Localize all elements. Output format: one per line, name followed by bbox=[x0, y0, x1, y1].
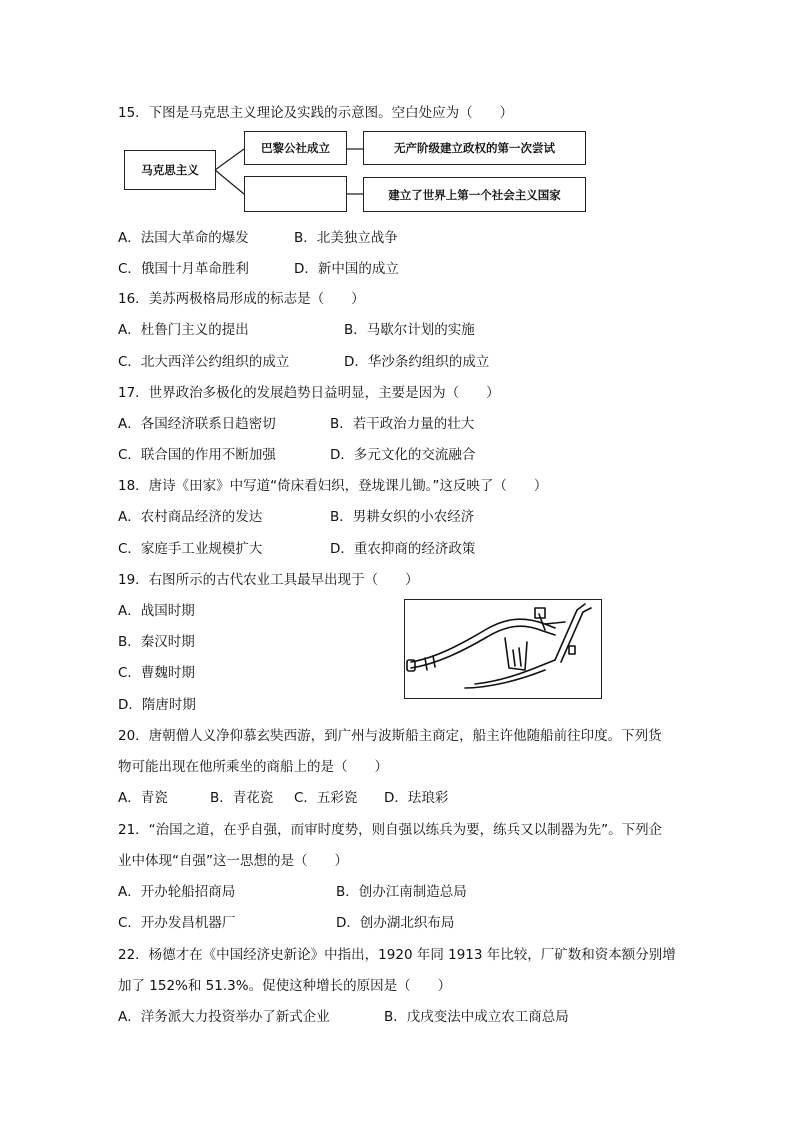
q20-stem-line1: 20．唐朝僧人义净仰慕玄奘西游，到广州与波斯船主商定，船主许他随船前往印度。下列货 bbox=[118, 728, 662, 744]
q15-option-b[interactable]: B．北美独立战争 bbox=[294, 230, 398, 246]
q17-option-b[interactable]: B．若干政治力量的壮大 bbox=[330, 416, 475, 432]
q18-option-d[interactable]: D．重农抑商的经济政策 bbox=[330, 541, 476, 557]
q19-option-a[interactable]: A．战国时期 bbox=[118, 603, 195, 619]
q15-stem: 15．下图是马克思主义理论及实践的示意图。空白处应为（ ） bbox=[118, 105, 514, 121]
curved-shaft-plough-icon bbox=[404, 599, 602, 699]
q18-stem: 18．唐诗《田家》中写道“倚床看妇织，登垅课儿锄。”这反映了（ ） bbox=[118, 478, 548, 494]
q17-stem: 17．世界政治多极化的发展趋势日益明显，主要是因为（ ） bbox=[118, 385, 500, 401]
diagram-top-meaning: 无产阶级建立政权的第一次尝试 bbox=[363, 131, 586, 165]
q18-option-a[interactable]: A．农村商品经济的发达 bbox=[118, 509, 263, 525]
q16-option-c[interactable]: C．北大西洋公约组织的成立 bbox=[118, 354, 290, 370]
q21-option-d[interactable]: D．创办湖北织布局 bbox=[336, 915, 455, 931]
diagram-bottom-meaning: 建立了世界上第一个社会主义国家 bbox=[363, 177, 586, 212]
q17-option-a[interactable]: A．各国经济联系日趋密切 bbox=[118, 416, 276, 432]
q20-option-b[interactable]: B．青花瓷 bbox=[210, 790, 274, 806]
q20-option-d[interactable]: D．珐琅彩 bbox=[384, 790, 449, 806]
q18-option-b[interactable]: B．男耕女织的小农经济 bbox=[330, 509, 475, 525]
q17-option-d[interactable]: D．多元文化的交流融合 bbox=[330, 447, 476, 463]
q16-option-a[interactable]: A．杜鲁门主义的提出 bbox=[118, 322, 249, 338]
q15-option-c[interactable]: C．俄国十月革命胜利 bbox=[118, 261, 249, 277]
q22-stem-line2: 加了 152%和 51.3%。促使这种增长的原因是（ ） bbox=[118, 978, 452, 994]
q20-option-c[interactable]: C．五彩瓷 bbox=[294, 790, 358, 806]
diagram-blank-box bbox=[244, 176, 347, 212]
diagram-top-event: 巴黎公社成立 bbox=[244, 131, 347, 165]
q16-stem: 16．美苏两极格局形成的标志是（ ） bbox=[118, 291, 365, 307]
q19-option-b[interactable]: B．秦汉时期 bbox=[118, 634, 195, 650]
diagram-root-marxism: 马克思主义 bbox=[124, 150, 216, 190]
q20-option-a[interactable]: A．青瓷 bbox=[118, 790, 168, 806]
q21-option-a[interactable]: A．开办轮船招商局 bbox=[118, 884, 236, 900]
q21-stem-line1: 21．“治国之道，在乎自强，而审时度势，则自强以练兵为要，练兵又以制器为先”。下列企 bbox=[118, 822, 663, 838]
q16-option-b[interactable]: B．马歇尔计划的实施 bbox=[344, 322, 475, 338]
q19-option-c[interactable]: C．曹魏时期 bbox=[118, 665, 195, 681]
q17-option-c[interactable]: C．联合国的作用不断加强 bbox=[118, 447, 276, 463]
q21-stem-line2: 业中体现“自强”这一思想的是（ ） bbox=[118, 853, 348, 869]
q19-option-d[interactable]: D．隋唐时期 bbox=[118, 697, 196, 713]
q19-stem: 19．右图所示的古代农业工具最早出现于（ ） bbox=[118, 572, 419, 588]
q15-option-a[interactable]: A．法国大革命的爆发 bbox=[118, 230, 249, 246]
q16-option-d[interactable]: D．华沙条约组织的成立 bbox=[344, 354, 490, 370]
q22-option-b[interactable]: B．戊戌变法中成立农工商总局 bbox=[384, 1009, 569, 1025]
q21-option-b[interactable]: B．创办江南制造总局 bbox=[336, 884, 467, 900]
q21-option-c[interactable]: C．开办发昌机器厂 bbox=[118, 915, 236, 931]
q20-stem-line2: 物可能出现在他所乘坐的商船上的是（ ） bbox=[118, 759, 388, 775]
q22-stem-line1: 22．杨德才在《中国经济史新论》中指出，1920 年同 1913 年比较，厂矿数和资本额分别增 bbox=[118, 947, 676, 963]
q15-option-d[interactable]: D．新中国的成立 bbox=[294, 261, 399, 277]
q18-option-c[interactable]: C．家庭手工业规模扩大 bbox=[118, 541, 263, 557]
q22-option-a[interactable]: A．洋务派大力投资举办了新式企业 bbox=[118, 1009, 330, 1025]
